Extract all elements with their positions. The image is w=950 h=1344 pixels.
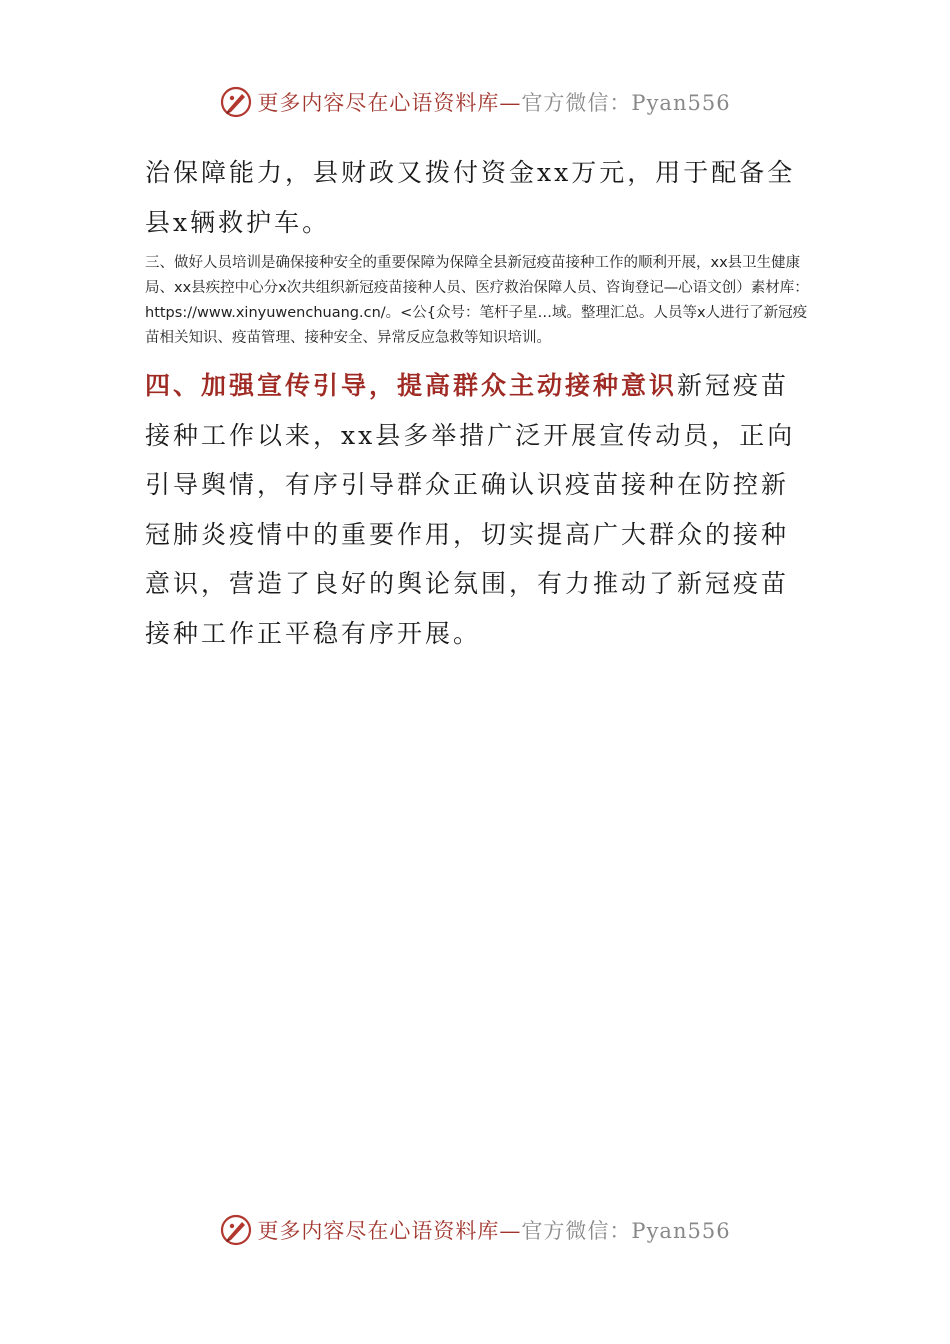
- pen-logo-icon: [219, 1213, 253, 1247]
- banner-text: 更多内容尽在心语资料库—: [257, 91, 522, 115]
- paragraph-3: [145, 361, 810, 658]
- banner-text: 更多内容尽在心语资料库—: [257, 1219, 522, 1243]
- header-banner: [0, 80, 950, 124]
- section-heading: 四、加强宣传引导，提高群众主动接种意识: [145, 371, 678, 400]
- banner-wechat: 官方微信：Pyan556: [521, 1219, 731, 1243]
- paragraph-2: 三、做好人员培训是确保接种安全的重要保障为保障全县新冠疫苗接种工作的顺利开展，xx县卫生健康局、xx县疾控中心分x次共组织新冠疫苗接种人员、医疗救治保障人员、咨询登记—心语文创）素材库：https://www.xinyuwenchuang.cn/。<公{众号：笔杆子星…域。整理汇总。人员等x人进行了新冠疫苗相关知识、疫苗管理、接种安全、异常反应急救等知识培训。: [145, 255, 809, 346]
- banner-wechat: 官方微信：Pyan556: [521, 91, 731, 115]
- paragraph-3-body: 新冠疫苗接种工作以来，xx县多举措广泛开展宣传动员，正向引导舆情，有序引导群众正确认识疫苗接种在防控新冠肺炎疫情中的重要作用，切实提高广大群众的接种意识，营造了良好的舆论氛围，有力推动了新冠疫苗接种工作正平稳有序开展。: [145, 371, 796, 648]
- footer-banner: [0, 1208, 950, 1252]
- paragraph-1: 治保障能力，县财政又拨付资金xx万元，用于配备全县x辆救护车。: [145, 158, 796, 237]
- pen-logo-icon: [219, 85, 253, 119]
- document-body: [145, 148, 810, 658]
